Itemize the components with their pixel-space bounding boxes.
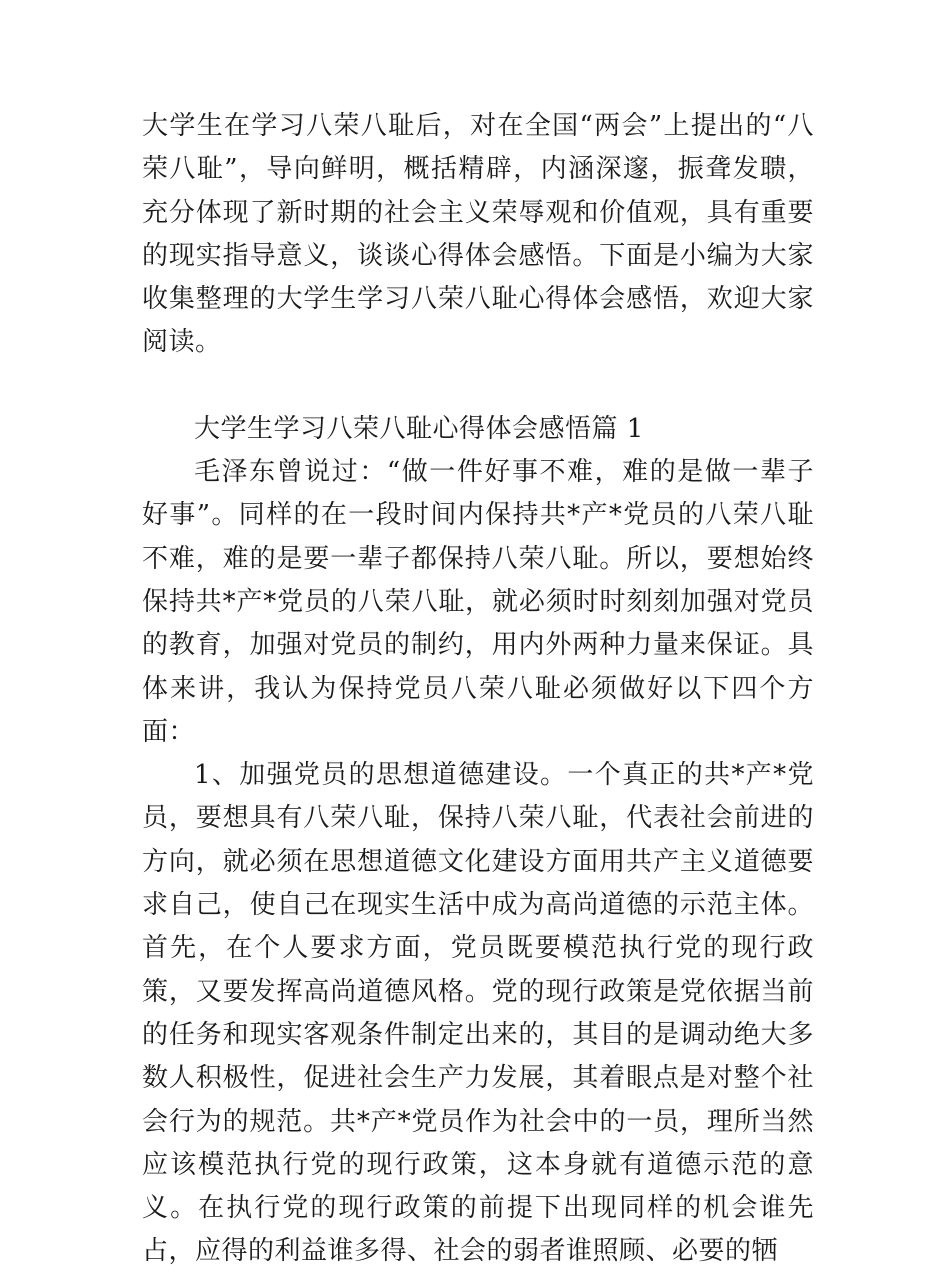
section-title: 大学生学习八荣八耻心得体会感悟篇 1 (194, 413, 644, 444)
intro-paragraph: 大学生在学习八荣八耻后，对在全国“两会”上提出的“八荣八耻”，导向鲜明，概括精辟，内涵深邃，振聋发聩，充分体现了新时期的社会主义荣辱观和价值观，具有重要的现实指导意义，谈谈心得体会感悟。下面是小编为大家收集整理的大学生学习八荣八耻心得体会感悟，欢迎大家阅读。 (142, 111, 814, 358)
document-body (142, 105, 814, 1274)
body-paragraph-2: 1、加强党员的思想道德建设。一个真正的共*产*党员，要想具有八荣八耻，保持八荣八耻，代表社会前进的方向，就必须在思想道德文化建设方面用共产主义道德要求自己，使自己在现实生活中成为高尚道德的示范主体。首先，在个人要求方面，党员既要模范执行党的现行政策，又要发挥高尚道德风格。党的现行政策是党依据当前的任务和现实客观条件制定出来的，其目的是调动绝大多数人积极性，促进社会生产力发展，其着眼点是对整个社会行为的规范。共*产*党员作为社会中的一员，理所当然应该模范执行党的现行政策，这本身就有道德示范的意义。在执行党的现行政策的前提下出现同样的机会谁先占，应得的利益谁多得、社会的弱者谁照顾、必要的牺 (142, 760, 814, 1267)
body-paragraph-1: 毛泽东曾说过：“做一件好事不难，难的是做一辈子好事”。同样的在一段时间内保持共*产*党员的八荣八耻不难，难的是要一辈子都保持八荣八耻。所以，要想始终保持共*产*党员的八荣八耻，就必须时时刻刻加强对党员的教育，加强对党员的制约，用内外两种力量来保证。具体来讲，我认为保持党员八荣八耻必须做好以下四个方面： (142, 457, 814, 747)
